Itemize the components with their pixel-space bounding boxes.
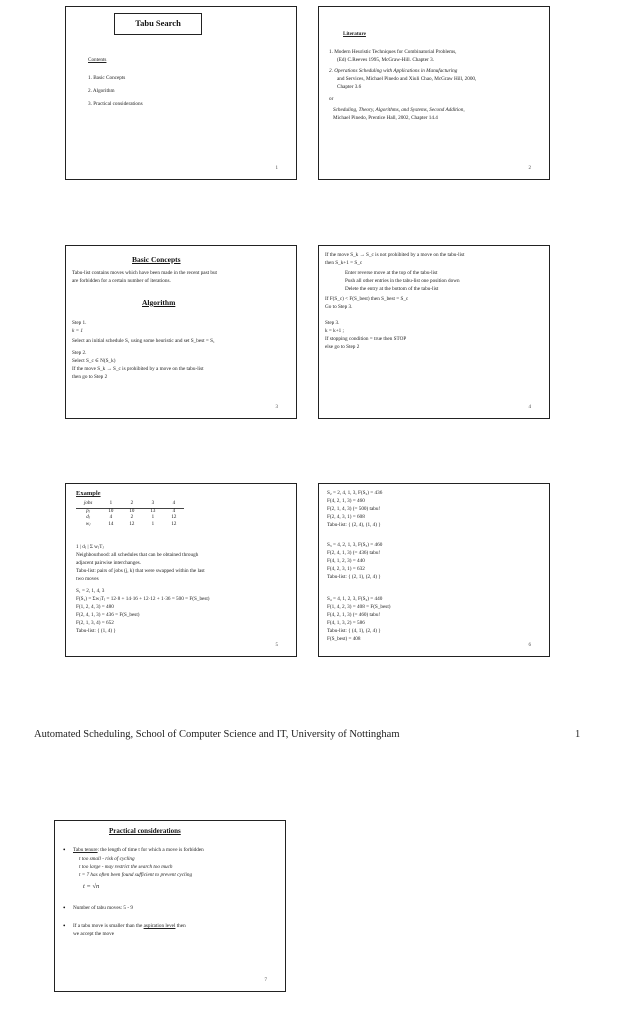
slide-5 — [65, 483, 297, 657]
algo-line: Push all other entries in the tabu-list one position down — [345, 278, 460, 284]
example-line: F(S₁) = ΣwⱼTⱼ = 12·8 + 14·16 + 12·12 + 1·36 = 500 = F(S_best) — [76, 596, 210, 602]
table-cell: 12 — [129, 521, 135, 527]
algo-line: Step 3. — [325, 320, 340, 326]
contents-item: 1. Basic Concepts — [88, 75, 126, 81]
contents-item: 3. Practical considerations — [88, 101, 143, 107]
page-number: 1 — [275, 166, 278, 171]
table-cell: 1 — [151, 515, 155, 520]
page-number: 5 — [275, 643, 278, 648]
table-cell: 10 — [129, 508, 135, 514]
example-line: F(1, 2, 4, 3) = 480 — [76, 604, 114, 610]
tenure-sub-line: t = 7 has often been found sufficient to prevent cycling — [79, 872, 193, 878]
algo-line: Step 2. — [72, 350, 87, 356]
aspiration-level: aspiration level — [143, 923, 176, 929]
example-line: F(4, 2, 1, 3) = 460 — [327, 498, 365, 504]
table-cell: 12 — [171, 521, 177, 527]
page-number: 4 — [528, 405, 531, 410]
contents-item: 2. Algorithm — [88, 88, 115, 94]
example-line: F(2, 4, 3, 1) = 608 — [327, 514, 365, 520]
literature-line: (Ed) C.Reeves 1995, McGraw-Hill. Chapter 3. — [337, 57, 434, 63]
literature-line: Chapter 3.6 — [337, 84, 362, 90]
example-line: F(S_best) = 408 — [327, 636, 361, 642]
algo-line: else go to Step 2 — [325, 344, 360, 350]
example-line: F(4, 2, 1, 3) (= 460) tabu! — [327, 612, 381, 618]
table-row — [76, 501, 184, 508]
literature-line: 2. Operations Scheduling with Applications in Manufacturing — [329, 68, 458, 74]
table-row — [76, 508, 184, 515]
aspiration-text: then — [175, 923, 186, 929]
example-line: F(1, 4, 2, 3) = 408 = F(S_best) — [327, 604, 391, 610]
tenure-sub-line: t too small - risk of cycling — [79, 856, 135, 862]
footer-page-number: 1 — [575, 729, 581, 740]
tenure-formula: t = √n — [83, 883, 100, 890]
example-table — [76, 501, 184, 528]
example-line: F(4, 2, 3, 1) = 632 — [327, 566, 365, 572]
table-cell: 1 — [151, 521, 155, 527]
table-cell: 4 — [163, 501, 184, 508]
algo-line: then S_k+1 = S_c — [325, 260, 363, 266]
slide-7 — [54, 820, 286, 992]
algo-line: then go to Step 2 — [72, 374, 108, 380]
algo-line: k = 1 — [72, 328, 83, 334]
example-line: S₄ = 4, 1, 2, 3, F(S₄) = 440 — [327, 596, 383, 602]
bullet-icon: • — [63, 922, 66, 930]
example-line: S₁ = 2, 1, 4, 3 — [76, 588, 105, 594]
page-number: 7 — [264, 978, 267, 983]
table-cell: 3 — [142, 501, 163, 508]
slide-1-title: Tabu Search — [114, 13, 202, 35]
example-line: Neighbourhood: all schedules that can be obtained through — [76, 552, 199, 558]
table-cell: 4 — [172, 508, 176, 514]
algo-line: k = k+1 ; — [325, 328, 344, 334]
tenure-sub-line: t too large - may restrict the search too much — [79, 864, 173, 870]
slide-3 — [65, 245, 297, 419]
table-cell: 2 — [130, 515, 134, 520]
aspiration-line-2: we accept the move — [73, 931, 115, 937]
example-line: S₂ = 2, 4, 1, 3, F(S₂) = 436 — [327, 490, 383, 496]
page-number: 3 — [275, 405, 278, 410]
table-cell: jobs — [76, 501, 100, 508]
literature-line: Michael Pinedo, Prentice Hall, 2002, Chapter 14.4 — [333, 115, 438, 121]
page-number: 6 — [528, 643, 531, 648]
slide-2 — [318, 6, 550, 180]
contents-heading: Contents — [88, 57, 107, 63]
table-cell: 10 — [108, 508, 114, 514]
table-row — [76, 522, 184, 529]
aspiration-text: If a tabu move is smaller than the — [73, 923, 144, 929]
table-cell: 2 — [121, 501, 142, 508]
algo-line: If the move S_k → S_c is not prohibited by a move on the tabu-list — [325, 252, 465, 258]
algo-line: If F(S_c) < F(S_best) then S_best = S_c — [325, 296, 409, 302]
table-cell: pⱼ — [86, 508, 91, 514]
example-line: Tabu-list: { (4, 1), (2, 4) } — [327, 628, 381, 634]
intro-line: are forbidden for a certain number of iterations. — [72, 278, 171, 284]
slide-4 — [318, 245, 550, 419]
example-heading: Example — [76, 490, 101, 497]
example-line: F(2, 4, 1, 3) = 436 = F(S_best) — [76, 612, 140, 618]
literature-line: and Services, Michael Pinedo and Xiuli Chao, McGraw Hill, 2000, — [337, 76, 477, 82]
slide-6 — [318, 483, 550, 657]
table-cell: 1 — [100, 501, 121, 508]
aspiration-line — [73, 923, 186, 930]
example-line: F(2, 4, 1, 3) (= 436) tabu! — [327, 550, 381, 556]
algo-line: Enter reverse move at the top of the tabu-list — [345, 270, 438, 276]
algo-line: Step 1. — [72, 320, 87, 326]
tenure-text: : the length of time t for which a move is forbidden — [97, 847, 204, 853]
algo-line: Select S_c ∈ N(S_k) — [72, 358, 116, 364]
bullet-icon: • — [63, 904, 66, 912]
table-cell: 13 — [150, 508, 156, 514]
table-cell: dⱼ — [86, 515, 91, 520]
bullet-icon: • — [63, 846, 66, 854]
intro-line: Tabu-list contains moves which have been made in the recent past but — [72, 270, 217, 276]
example-line: S₃ = 4, 2, 1, 3, F(S₃) = 460 — [327, 542, 383, 548]
algo-line: If the move S_k → S_c is prohibited by a move on the tabu-list — [72, 366, 204, 372]
tenure-line — [73, 847, 204, 854]
example-line: Tabu-list: { (2, 4), (1, 4) } — [327, 522, 381, 528]
example-line: F(4, 1, 3, 2) = 586 — [327, 620, 365, 626]
page-footer: Automated Scheduling, School of Computer Science and IT, University of Nottingham — [34, 729, 400, 740]
literature-heading: Literature — [343, 31, 366, 37]
algo-line: Select an initial schedule S₁ using some heuristic and set S_best = S₁ — [72, 338, 215, 344]
algo-line: If stopping condition = true then STOP — [325, 336, 407, 342]
page-number: 2 — [528, 166, 531, 171]
example-line: F(2, 1, 4, 3) (= 500) tabu! — [327, 506, 381, 512]
slide-1 — [65, 6, 297, 180]
basic-concepts-heading: Basic Concepts — [132, 255, 181, 264]
practical-heading: Practical considerations — [109, 827, 181, 835]
table-cell: wⱼ — [85, 521, 91, 527]
table-cell: 12 — [171, 515, 177, 520]
algorithm-heading: Algorithm — [142, 298, 176, 307]
tabu-moves-line: Number of tabu moves: 5 - 9 — [73, 905, 133, 911]
tenure-label: Tabu tenure — [73, 847, 98, 853]
algo-line: Delete the entry at the bottom of the tabu-list — [345, 286, 439, 292]
literature-line: or — [329, 96, 334, 102]
table-cell: 4 — [109, 515, 113, 520]
literature-line: Scheduling, Theory, Algorithms, and Systems, Second Addition, — [333, 107, 465, 113]
example-line: Tabu-list: { (1, 4) } — [76, 628, 116, 634]
example-line: 1 | dⱼ | Σ wⱼTⱼ — [76, 544, 104, 550]
example-line: two moves — [76, 576, 99, 582]
table-cell: 14 — [108, 521, 114, 527]
example-line: F(2, 1, 3, 4) = 652 — [76, 620, 114, 626]
example-line: Tabu-list: { (2, 1), (2, 4) } — [327, 574, 381, 580]
example-line: Tabu-list: pairs of jobs (j, k) that were swapped within the last — [76, 568, 205, 574]
example-line: adjacent pairwise interchanges. — [76, 560, 141, 566]
algo-line: Go to Step 3. — [325, 304, 353, 310]
literature-line: 1. Modern Heuristic Techniques for Combinatorial Problems, — [329, 49, 457, 55]
example-line: F(4, 1, 2, 3) = 440 — [327, 558, 365, 564]
